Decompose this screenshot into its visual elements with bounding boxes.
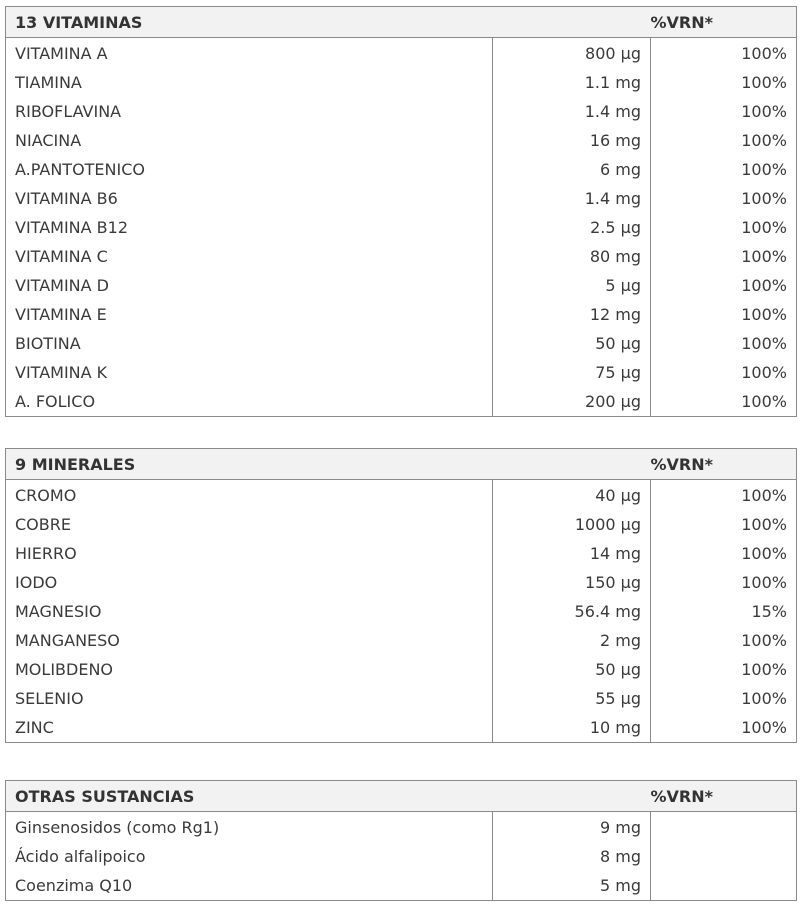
otras-header-row xyxy=(6,781,797,812)
nutrient-vrn: 100% xyxy=(651,155,797,184)
nutrient-name: HIERRO xyxy=(6,539,493,568)
nutrient-amount: 56.4 mg xyxy=(493,597,651,626)
table-row xyxy=(6,655,797,684)
table-row xyxy=(6,38,797,69)
vitaminas-title: 13 VITAMINAS xyxy=(6,7,651,38)
table-row xyxy=(6,842,797,871)
nutrient-vrn: 100% xyxy=(651,387,797,417)
nutrient-name: A. FOLICO xyxy=(6,387,493,417)
table-row xyxy=(6,68,797,97)
nutrient-vrn: 100% xyxy=(651,242,797,271)
nutrient-vrn: 100% xyxy=(651,38,797,69)
minerales-vrn-text: %VRN* xyxy=(650,454,713,474)
table-row xyxy=(6,213,797,242)
nutrient-vrn: 100% xyxy=(651,539,797,568)
otras-vrn-text: %VRN* xyxy=(650,786,713,806)
table-row xyxy=(6,126,797,155)
nutrient-amount: 5 µg xyxy=(493,271,651,300)
nutrient-amount: 1.1 mg xyxy=(493,68,651,97)
otras-vrn-label xyxy=(651,781,797,812)
nutrient-amount: 55 µg xyxy=(493,684,651,713)
nutrient-amount: 14 mg xyxy=(493,539,651,568)
table-row xyxy=(6,871,797,901)
nutrient-amount: 800 µg xyxy=(493,38,651,69)
vitaminas-vrn-label xyxy=(651,7,797,38)
minerales-body xyxy=(6,480,797,743)
table-row xyxy=(6,358,797,387)
nutrient-amount: 50 µg xyxy=(493,655,651,684)
nutrient-name: VITAMINA A xyxy=(6,38,493,69)
nutrient-vrn xyxy=(651,812,797,843)
nutrient-amount: 10 mg xyxy=(493,713,651,743)
nutrient-vrn: 100% xyxy=(651,184,797,213)
nutrient-name: Ácido alfalipoico xyxy=(6,842,493,871)
minerales-title: 9 MINERALES xyxy=(6,449,651,480)
otras-sustancias-table xyxy=(5,780,797,901)
nutrient-vrn: 100% xyxy=(651,126,797,155)
nutrient-name: TIAMINA xyxy=(6,68,493,97)
nutrient-name: VITAMINA E xyxy=(6,300,493,329)
nutrient-vrn: 100% xyxy=(651,213,797,242)
table-row xyxy=(6,329,797,358)
nutrient-name: VITAMINA K xyxy=(6,358,493,387)
nutrient-vrn: 100% xyxy=(651,626,797,655)
nutrient-amount: 2.5 µg xyxy=(493,213,651,242)
table-row xyxy=(6,300,797,329)
table-row xyxy=(6,480,797,511)
nutrient-name: VITAMINA B6 xyxy=(6,184,493,213)
nutrient-vrn xyxy=(651,842,797,871)
nutrient-name: MOLIBDENO xyxy=(6,655,493,684)
otras-title: OTRAS SUSTANCIAS xyxy=(6,781,651,812)
nutrient-amount: 1.4 mg xyxy=(493,184,651,213)
nutrient-amount: 50 µg xyxy=(493,329,651,358)
nutrient-vrn: 100% xyxy=(651,300,797,329)
table-row xyxy=(6,626,797,655)
table-row xyxy=(6,155,797,184)
table-row xyxy=(6,597,797,626)
nutrient-vrn xyxy=(651,871,797,901)
nutrient-amount: 6 mg xyxy=(493,155,651,184)
nutrient-amount: 2 mg xyxy=(493,626,651,655)
table-row xyxy=(6,568,797,597)
nutrient-vrn: 100% xyxy=(651,684,797,713)
nutrient-name: SELENIO xyxy=(6,684,493,713)
nutrient-vrn: 15% xyxy=(651,597,797,626)
minerales-table xyxy=(5,448,797,743)
nutrient-vrn: 100% xyxy=(651,568,797,597)
table-row xyxy=(6,713,797,743)
nutrient-name: ZINC xyxy=(6,713,493,743)
nutrient-amount: 16 mg xyxy=(493,126,651,155)
nutrient-vrn: 100% xyxy=(651,271,797,300)
nutrient-amount: 5 mg xyxy=(493,871,651,901)
table-row xyxy=(6,242,797,271)
table-row xyxy=(6,684,797,713)
nutrient-name: IODO xyxy=(6,568,493,597)
table-row xyxy=(6,387,797,417)
nutrient-vrn: 100% xyxy=(651,97,797,126)
nutrient-vrn: 100% xyxy=(651,480,797,511)
otras-body xyxy=(6,812,797,901)
table-row xyxy=(6,271,797,300)
vitaminas-body xyxy=(6,38,797,417)
minerales-vrn-label xyxy=(651,449,797,480)
nutrient-amount: 80 mg xyxy=(493,242,651,271)
minerales-header-row xyxy=(6,449,797,480)
nutrient-amount: 1000 µg xyxy=(493,510,651,539)
nutrient-amount: 9 mg xyxy=(493,812,651,843)
nutrient-name: Coenzima Q10 xyxy=(6,871,493,901)
vitaminas-header-row xyxy=(6,7,797,38)
nutrient-name: NIACINA xyxy=(6,126,493,155)
nutrient-name: COBRE xyxy=(6,510,493,539)
nutrient-amount: 40 µg xyxy=(493,480,651,511)
nutrient-amount: 150 µg xyxy=(493,568,651,597)
nutrient-amount: 12 mg xyxy=(493,300,651,329)
table-row xyxy=(6,510,797,539)
nutrient-amount: 1.4 mg xyxy=(493,97,651,126)
nutrient-amount: 75 µg xyxy=(493,358,651,387)
nutrient-vrn: 100% xyxy=(651,329,797,358)
nutrient-name: VITAMINA B12 xyxy=(6,213,493,242)
nutrient-name: MAGNESIO xyxy=(6,597,493,626)
nutrient-vrn: 100% xyxy=(651,713,797,743)
vitaminas-vrn-text: %VRN* xyxy=(650,12,713,32)
table-row xyxy=(6,184,797,213)
nutrient-vrn: 100% xyxy=(651,510,797,539)
nutrient-amount: 8 mg xyxy=(493,842,651,871)
nutrient-vrn: 100% xyxy=(651,358,797,387)
table-row xyxy=(6,539,797,568)
nutrient-name: BIOTINA xyxy=(6,329,493,358)
nutrient-name: CROMO xyxy=(6,480,493,511)
nutrient-name: VITAMINA D xyxy=(6,271,493,300)
vitaminas-table xyxy=(5,6,797,417)
nutrient-vrn: 100% xyxy=(651,68,797,97)
table-row xyxy=(6,812,797,843)
nutrient-name: A.PANTOTENICO xyxy=(6,155,493,184)
nutrient-name: Ginsenosidos (como Rg1) xyxy=(6,812,493,843)
nutrient-amount: 200 µg xyxy=(493,387,651,417)
table-row xyxy=(6,97,797,126)
nutrient-vrn: 100% xyxy=(651,655,797,684)
nutrient-name: RIBOFLAVINA xyxy=(6,97,493,126)
nutrient-name: VITAMINA C xyxy=(6,242,493,271)
nutrient-name: MANGANESO xyxy=(6,626,493,655)
